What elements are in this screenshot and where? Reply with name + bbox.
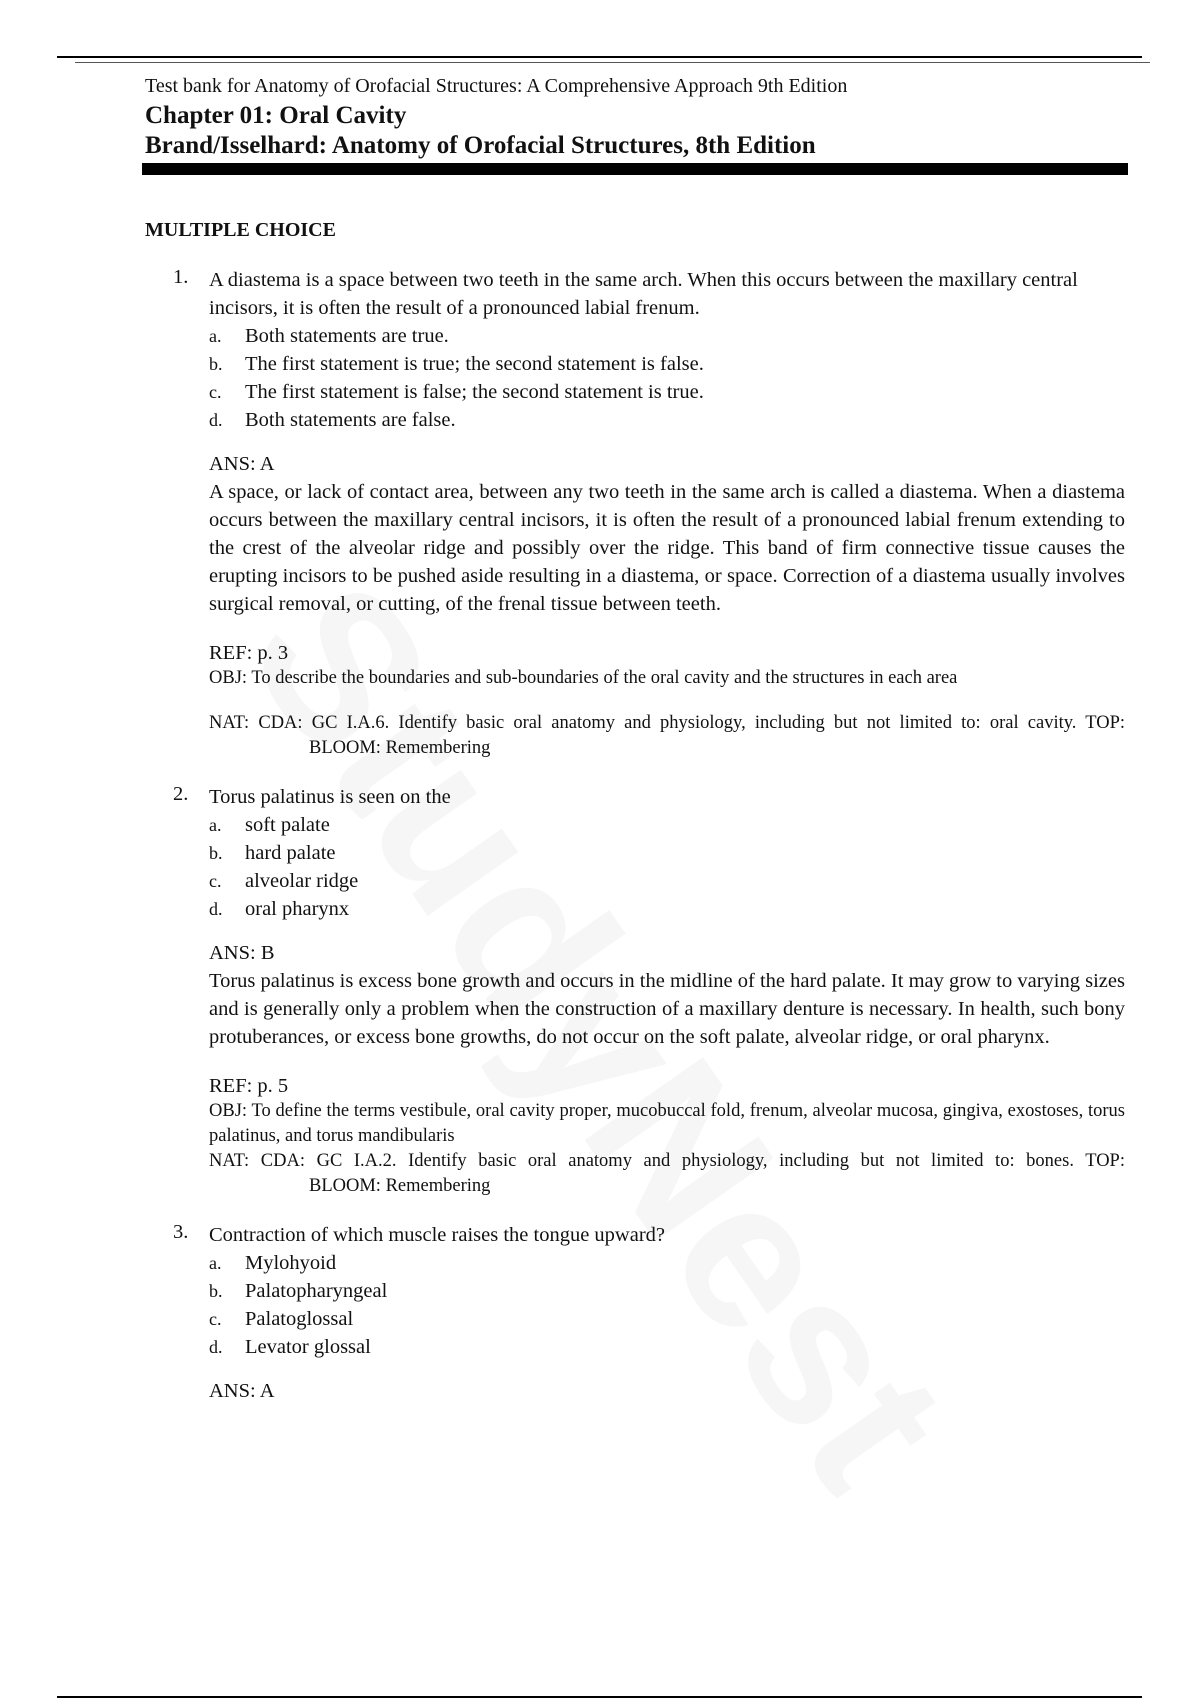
- option-text: oral pharynx: [245, 898, 350, 920]
- option-letter: d.: [209, 899, 223, 919]
- option-letter: a.: [209, 1253, 222, 1273]
- document-header: [145, 73, 1135, 161]
- option-letter: d.: [209, 410, 223, 430]
- option-text: Mylohyoid: [245, 1252, 337, 1274]
- top-rule: [57, 56, 1142, 58]
- option-c: [209, 1305, 1125, 1333]
- objective: OBJ: To define the terms vestibule, oral cavity proper, mucobuccal fold, frenum, alveolar mucosa, gingiva, exostoses, torus palatinus, and torus mandibularis: [209, 1101, 1125, 1146]
- question-3: [145, 1221, 1125, 1405]
- chapter-title: Chapter 01: Oral Cavity: [145, 102, 407, 129]
- answer: ANS: A: [209, 1380, 275, 1402]
- option-text: Palatopharyngeal: [245, 1280, 388, 1302]
- option-letter: c.: [209, 1309, 222, 1329]
- answer: ANS: B: [209, 942, 275, 964]
- option-letter: a.: [209, 815, 222, 835]
- option-d: [209, 1333, 1125, 1361]
- option-text: soft palate: [245, 814, 330, 836]
- bloom-level: BLOOM: Remembering: [309, 1176, 491, 1196]
- option-letter: c.: [209, 382, 222, 402]
- nat-text: NAT: CDA: GC I.A.2. Identify basic oral anatomy and physiology, including but not limited to: bones. TOP:: [209, 1151, 1125, 1171]
- option-letter: c.: [209, 871, 222, 891]
- option-text: The first statement is true; the second statement is false.: [245, 353, 704, 375]
- question-number: 1.: [173, 266, 189, 288]
- question-1: [145, 266, 1125, 761]
- option-letter: b.: [209, 843, 223, 863]
- option-text: Palatoglossal: [245, 1308, 354, 1330]
- option-letter: b.: [209, 354, 223, 374]
- question-number: 2.: [173, 783, 189, 805]
- reference: REF: p. 5: [209, 1075, 289, 1097]
- option-a: [209, 322, 1125, 350]
- option-text: Levator glossal: [245, 1336, 371, 1358]
- option-letter: d.: [209, 1337, 223, 1357]
- option-b: [209, 1277, 1125, 1305]
- option-text: alveolar ridge: [245, 870, 359, 892]
- option-a: [209, 811, 1125, 839]
- option-letter: b.: [209, 1281, 223, 1301]
- bloom-level: BLOOM: Remembering: [309, 738, 491, 758]
- bottom-rule: [57, 1696, 1142, 1698]
- question-text: Torus palatinus is seen on the: [209, 786, 451, 808]
- rationale: Torus palatinus is excess bone growth and occurs in the midline of the hard palate. It may grow to varying sizes and is generally only a problem when the construction of a maxillary denture is necessary. In health, such bony protuberances, or excess bone growths, do not occur on the soft palate, alveolar ridge, or oral pharynx.: [209, 970, 1125, 1048]
- objective: OBJ: To describe the boundaries and sub-boundaries of the oral cavity and the structures in each area: [209, 668, 958, 688]
- answer: ANS: A: [209, 453, 275, 475]
- rationale: A space, or lack of contact area, between any two teeth in the same arch is called a diastema. When a diastema occurs between the maxillary central incisors, it is often the result of a pronounced labial frenum extending to the crest of the alveolar ridge and possibly over the ridge. This band of firm connective tissue causes the erupting incisors to be pushed aside resulting in a diastema, or space. Correction of a diastema usually involves surgical removal, or cutting, of the frenal tissue between teeth.: [209, 481, 1125, 615]
- option-c: [209, 378, 1125, 406]
- nat-standard: [209, 1149, 1125, 1199]
- reference: REF: p. 3: [209, 642, 289, 664]
- header-thick-rule: [142, 163, 1128, 175]
- question-text: Contraction of which muscle raises the tongue upward?: [209, 1224, 665, 1246]
- question-number: 3.: [173, 1221, 189, 1243]
- nat-text: NAT: CDA: GC I.A.6. Identify basic oral anatomy and physiology, including but not limited to: oral cavity. TOP:: [209, 713, 1125, 733]
- option-text: Both statements are true.: [245, 325, 449, 347]
- section-heading: MULTIPLE CHOICE: [145, 219, 336, 241]
- option-d: [209, 406, 1125, 434]
- option-text: hard palate: [245, 842, 336, 864]
- option-c: [209, 867, 1125, 895]
- option-text: The first statement is false; the second statement is true.: [245, 381, 704, 403]
- question-list: [145, 266, 1125, 1405]
- option-d: [209, 895, 1125, 923]
- option-b: [209, 839, 1125, 867]
- book-title: Brand/Isselhard: Anatomy of Orofacial Structures, 8th Edition: [145, 132, 816, 159]
- question-2: [145, 783, 1125, 1199]
- test-bank-title: Test bank for Anatomy of Orofacial Structures: A Comprehensive Approach 9th Edition: [145, 75, 848, 97]
- option-text: Both statements are false.: [245, 409, 456, 431]
- option-b: [209, 350, 1125, 378]
- top-rule-thin: [75, 62, 1150, 63]
- question-text: A diastema is a space between two teeth in the same arch. When this occurs between the maxillary central incisors, it is often the result of a pronounced labial frenum.: [209, 269, 1078, 319]
- option-a: [209, 1249, 1125, 1277]
- nat-standard: [209, 711, 1125, 761]
- option-letter: a.: [209, 326, 222, 346]
